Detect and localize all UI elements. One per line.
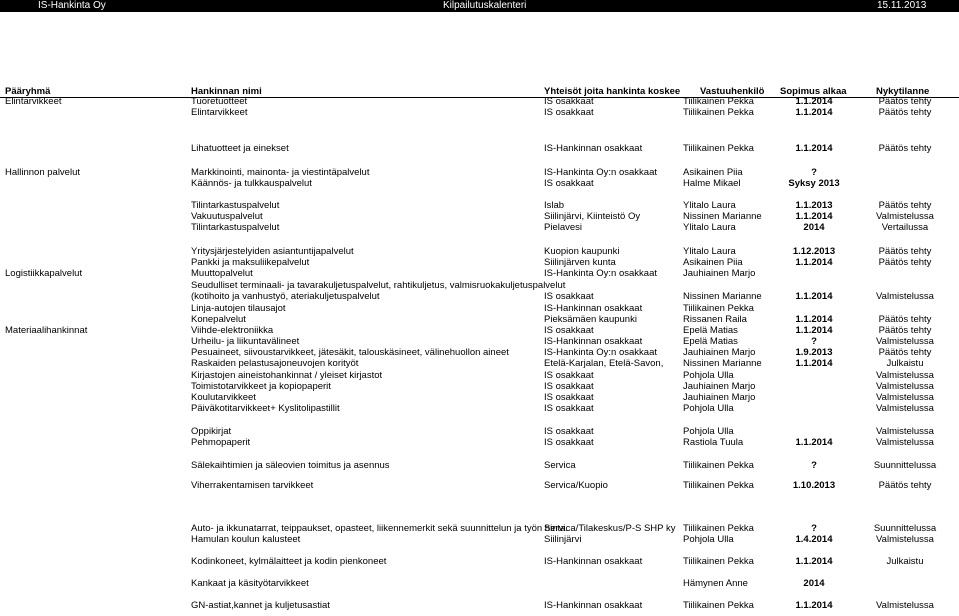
row-start: 1.1.2014	[795, 600, 833, 611]
header-vastuu: Vastuuhenkilö	[700, 86, 765, 97]
row-resp: Pohjola Ulla	[683, 534, 734, 545]
row-who: IS osakkaat	[544, 437, 594, 448]
row-status: Päätös tehty	[878, 96, 932, 107]
row-start: 1.1.2014	[795, 143, 833, 154]
row-start: 1.1.2014	[795, 257, 833, 268]
row-who: IS osakkaat	[544, 403, 594, 414]
row-status: Suunnittelussa	[873, 523, 937, 534]
row-status: Päätös tehty	[878, 107, 932, 118]
row-resp: Asikainen Piia	[683, 167, 743, 178]
row-who: Etelä-Karjalan, Etelä-Savon,	[544, 358, 664, 369]
row-who: Islab	[544, 200, 565, 211]
row-name: (kotihoito ja vanhustyö, ateriakuljetuspalvelut	[191, 291, 380, 302]
row-name: Pehmopaperit	[191, 437, 251, 448]
row-resp: Tiilikainen Pekka	[683, 303, 754, 314]
row-start: ?	[811, 336, 817, 347]
row-resp: Ylitalo Laura	[683, 246, 736, 257]
row-resp: Epelä Matias	[683, 336, 738, 347]
top-bar	[0, 0, 959, 12]
row-who: Servica/Kuopio	[544, 480, 608, 491]
row-resp: Tiilikainen Pekka	[683, 96, 754, 107]
row-start: 1.12.2013	[792, 246, 836, 257]
header-sopimus: Sopimus alkaa	[780, 86, 847, 97]
row-name: Toimistotarvikkeet ja kopiopaperit	[191, 381, 331, 392]
row-start: ?	[811, 523, 817, 534]
row-status: Päätös tehty	[878, 257, 932, 268]
row-start: 1.1.2014	[795, 556, 833, 567]
row-who: Servica/Tilakeskus/P-S SHP ky	[544, 523, 676, 534]
row-who: IS osakkaat	[544, 107, 594, 118]
row-status: Valmistelussa	[876, 403, 934, 414]
row-status: Julkaistu	[886, 556, 924, 567]
row-name: Sälekaihtimien ja säleovien toimitus ja asennus	[191, 460, 390, 471]
row-resp: Asikainen Piia	[683, 257, 743, 268]
row-status: Vertailussa	[881, 222, 929, 233]
row-name: Kirjastojen aineistohankinnat / yleiset kirjastot	[191, 370, 383, 381]
row-who: Servica	[544, 460, 576, 471]
row-name: Urheilu- ja liikuntavälineet	[191, 336, 300, 347]
row-name: Raskaiden pelastusajoneuvojen korityöt	[191, 358, 359, 369]
row-resp: Nissinen Marianne	[683, 211, 762, 222]
row-status: Päätös tehty	[878, 347, 932, 358]
header-hankinta: Hankinnan nimi	[191, 86, 262, 97]
row-resp: Pohjola Ulla	[683, 426, 734, 437]
row-who: IS osakkaat	[544, 392, 594, 403]
row-status: Päätös tehty	[878, 314, 932, 325]
row-resp: Tiilikainen Pekka	[683, 523, 754, 534]
row-start: 2014	[803, 578, 825, 589]
row-resp: Halme Mikael	[683, 178, 741, 189]
row-who: Siilinjärvi	[544, 534, 582, 545]
row-start: 1.9.2013	[795, 347, 833, 358]
row-status: Päätös tehty	[878, 246, 932, 257]
row-who: IS osakkaat	[544, 96, 594, 107]
row-resp: Nissinen Marianne	[683, 291, 762, 302]
row-status: Suunnittelussa	[873, 460, 937, 471]
row-who: IS osakkaat	[544, 178, 594, 189]
row-start: 1.10.2013	[792, 480, 836, 491]
row-name: Tilintarkastuspalvelut	[191, 222, 280, 233]
row-name: GN-astiat,kannet ja kuljetusastiat	[191, 600, 330, 611]
document-date: 15.11.2013	[877, 0, 927, 11]
row-resp: Rastiola Tuula	[683, 437, 744, 448]
row-start: 1.1.2014	[795, 96, 833, 107]
row-who: Siilinjärven kunta	[544, 257, 616, 268]
row-who: IS-Hankinnan osakkaat	[544, 143, 643, 154]
row-start: 1.1.2014	[795, 325, 833, 336]
row-status: Päätös tehty	[878, 200, 932, 211]
row-start: 1.1.2013	[795, 200, 833, 211]
row-resp: Rissanen Raila	[683, 314, 747, 325]
row-who: IS-Hankinta Oy:n osakkaat	[544, 167, 657, 178]
row-name: Tilintarkastuspalvelut	[191, 200, 280, 211]
row-status: Valmistelussa	[876, 211, 934, 222]
row-resp: Tiilikainen Pekka	[683, 600, 754, 611]
row-status: Julkaistu	[886, 358, 924, 369]
row-name: Pesuaineet, siivoustarvikkeet, jätesäkit, talouskäsineet, välinehuollon aineet	[191, 347, 509, 358]
row-group: Elintarvikkeet	[5, 96, 62, 107]
row-name: Auto- ja ikkunatarrat, teippaukset, opasteet, liikennemerkit sekä suunnittelun ja työn hinta.	[191, 523, 569, 534]
row-resp: Ylitalo Laura	[683, 200, 736, 211]
row-resp: Tiilikainen Pekka	[683, 143, 754, 154]
row-name: Oppikirjat	[191, 426, 232, 437]
row-who: IS-Hankinta Oy:n osakkaat	[544, 268, 657, 279]
row-who: IS osakkaat	[544, 426, 594, 437]
row-resp: Tiilikainen Pekka	[683, 107, 754, 118]
row-start: 1.1.2014	[795, 291, 833, 302]
row-name: Päiväkotitarvikkeet+ Kyslitolipastillit	[191, 403, 340, 414]
row-start: 1.1.2014	[795, 314, 833, 325]
row-who: IS-Hankinnan osakkaat	[544, 336, 643, 347]
row-resp: Tiilikainen Pekka	[683, 480, 754, 491]
row-status: Valmistelussa	[876, 392, 934, 403]
row-resp: Jauhiainen Marjo	[683, 392, 756, 403]
row-name: Vakuutuspalvelut	[191, 211, 263, 222]
row-name: Hamulan koulun kalusteet	[191, 534, 301, 545]
row-name: Kodinkoneet, kylmälaitteet ja kodin pienkoneet	[191, 556, 387, 567]
row-group: Hallinnon palvelut	[5, 167, 80, 178]
row-resp: Pohjola Ulla	[683, 403, 734, 414]
row-resp: Jauhiainen Marjo	[683, 347, 756, 358]
row-status: Päätös tehty	[878, 480, 932, 491]
row-status: Valmistelussa	[876, 426, 934, 437]
row-name: Pankki ja maksuliikepalvelut	[191, 257, 310, 268]
header-osakkaat: Yhteisöt joita hankinta koskee	[544, 86, 681, 97]
row-resp: Tiilikainen Pekka	[683, 460, 754, 471]
row-resp: Ylitalo Laura	[683, 222, 736, 233]
row-who: IS osakkaat	[544, 291, 594, 302]
row-status: Valmistelussa	[876, 381, 934, 392]
row-who: Pielavesi	[544, 222, 583, 233]
row-group: Logistiikkapalvelut	[5, 268, 83, 279]
row-start: 1.1.2014	[795, 211, 833, 222]
row-who: IS osakkaat	[544, 381, 594, 392]
row-who: Pieksämäen kaupunki	[544, 314, 637, 325]
header-paaryhma: Pääryhmä	[5, 86, 51, 97]
row-resp: Nissinen Marianne	[683, 358, 762, 369]
row-group: Materiaalihankinnat	[5, 325, 88, 336]
document-title: Kilpailutuskalenteri	[443, 0, 527, 11]
row-name: Lihatuotteet ja einekset	[191, 143, 289, 154]
row-who: IS-Hankinnan osakkaat	[544, 556, 643, 567]
row-who: IS-Hankinta Oy:n osakkaat	[544, 347, 657, 358]
row-resp: Hämynen Anne	[683, 578, 748, 589]
row-name: Konepalvelut	[191, 314, 246, 325]
row-status: Valmistelussa	[876, 600, 934, 611]
row-start: ?	[811, 460, 817, 471]
row-status: Valmistelussa	[876, 291, 934, 302]
row-start: 1.1.2014	[795, 437, 833, 448]
row-name: Viherrakentamisen tarvikkeet	[191, 480, 314, 491]
row-resp: Epelä Matias	[683, 325, 738, 336]
row-start: 1.1.2014	[795, 107, 833, 118]
row-name: Koulutarvikkeet	[191, 392, 256, 403]
row-who: IS osakkaat	[544, 325, 594, 336]
row-status: Valmistelussa	[876, 336, 934, 347]
row-resp: Jauhiainen Marjo	[683, 381, 756, 392]
row-name: Seudulliset terminaali- ja tavarakuljetuspalvelut, rahtikuljetus, valmisruokakuljetuspalvelut	[191, 280, 566, 291]
row-name: Markkinointi, mainonta- ja viestintäpalvelut	[191, 167, 370, 178]
row-resp: Jauhiainen Marjo	[683, 268, 756, 279]
row-status: Valmistelussa	[876, 437, 934, 448]
row-start: Syksy 2013	[788, 178, 840, 189]
row-name: Käännös- ja tulkkauspalvelut	[191, 178, 312, 189]
row-start: 2014	[803, 222, 825, 233]
row-status: Päätös tehty	[878, 143, 932, 154]
header-tilanne: Nykytilanne	[876, 86, 930, 97]
row-resp: Tiilikainen Pekka	[683, 556, 754, 567]
row-who: Siilinjärvi, Kiinteistö Oy	[544, 211, 641, 222]
row-start: ?	[811, 167, 817, 178]
row-who: Kuopion kaupunki	[544, 246, 620, 257]
row-who: IS osakkaat	[544, 370, 594, 381]
row-start: 1.4.2014	[795, 534, 833, 545]
row-who: IS-Hankinnan osakkaat	[544, 303, 643, 314]
row-name: Elintarvikkeet	[191, 107, 248, 118]
row-name: Tuoretuotteet	[191, 96, 248, 107]
row-resp: Pohjola Ulla	[683, 370, 734, 381]
row-name: Muuttopalvelut	[191, 268, 253, 279]
row-status: Valmistelussa	[876, 370, 934, 381]
row-name: Linja-autojen tilausajot	[191, 303, 286, 314]
row-status: Päätös tehty	[878, 325, 932, 336]
row-name: Kankaat ja käsityötarvikkeet	[191, 578, 309, 589]
row-status: Valmistelussa	[876, 534, 934, 545]
row-start: 1.1.2014	[795, 358, 833, 369]
row-name: Viihde-elektroniikka	[191, 325, 274, 336]
row-who: IS-Hankinnan osakkaat	[544, 600, 643, 611]
organization-name: IS-Hankinta Oy	[38, 0, 106, 11]
row-name: Yritysjärjestelyiden asiantuntijapalvelut	[191, 246, 354, 257]
